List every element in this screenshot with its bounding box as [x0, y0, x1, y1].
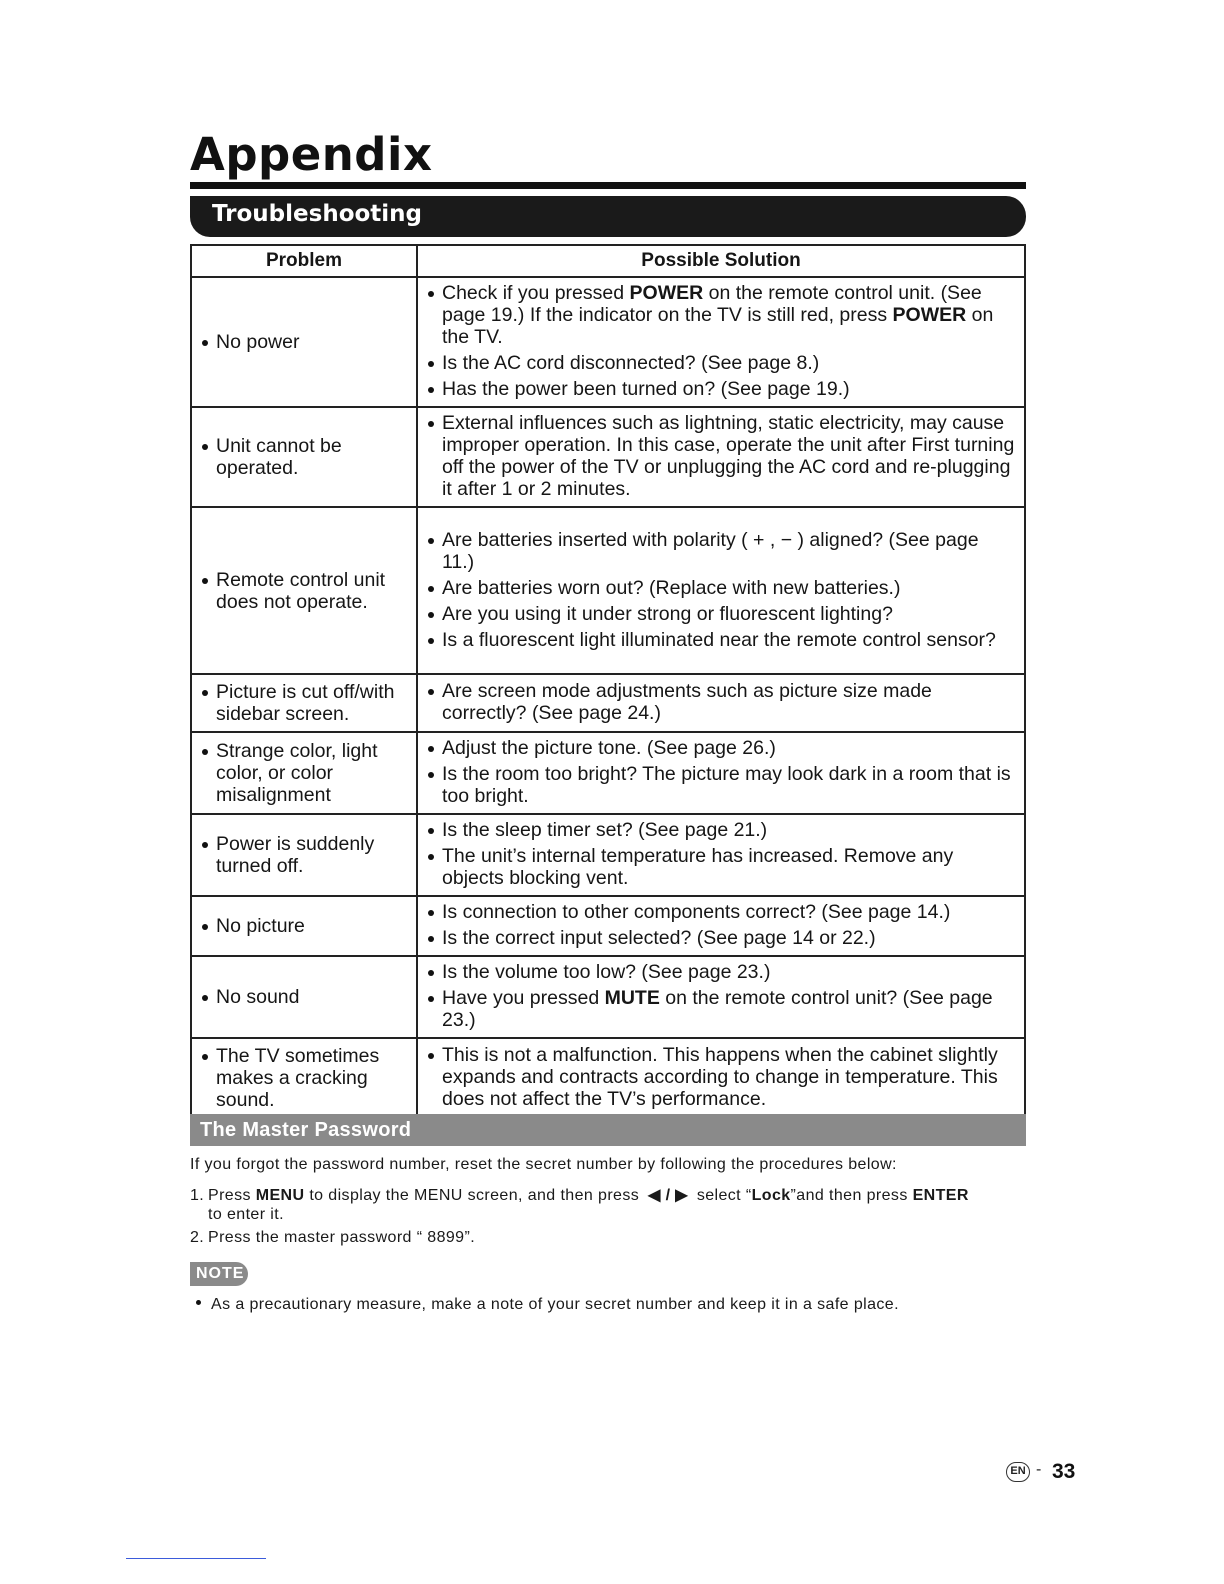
problem-text: The TV sometimes makes a cracking sound.	[200, 1045, 412, 1111]
table-row	[191, 507, 1025, 674]
solution-item: The unit’s internal temperature has increased. Remove any objects blocking vent.	[426, 845, 1016, 889]
solution-item: Adjust the picture tone. (See page 26.)	[426, 737, 1016, 759]
left-right-arrow-icon: ◀ / ▶	[648, 1187, 688, 1204]
problem-text: Strange color, light color, or color misalignment	[200, 740, 412, 806]
troubleshooting-table	[190, 244, 1026, 1119]
solution-cell	[417, 732, 1025, 814]
note-text: As a precautionary measure, make a note of your secret number and keep it in a safe place.	[196, 1296, 899, 1314]
solution-item: Is the sleep timer set? (See page 21.)	[426, 819, 1016, 841]
solution-item: Is the AC cord disconnected? (See page 8.)	[426, 352, 1016, 374]
solution-item: Are batteries worn out? (Replace with new batteries.)	[426, 577, 1016, 599]
solution-cell	[417, 674, 1025, 732]
solution-item: Is a fluorescent light illuminated near the remote control sensor?	[426, 629, 1016, 651]
note-badge: NOTE	[190, 1262, 248, 1286]
master-password-step-1: 1. Press MENU to display the MENU screen, and then press ◀ / ▶ select “Lock”and then press ENTER to enter it.	[190, 1186, 1030, 1224]
footer-separator: -	[1036, 1461, 1042, 1478]
solution-item: Is the correct input selected? (See page 14 or 22.)	[426, 927, 1016, 949]
table-row	[191, 956, 1025, 1038]
problem-cell	[191, 956, 417, 1038]
solution-cell	[417, 1038, 1025, 1118]
step-continuation: to enter it.	[208, 1206, 284, 1223]
solution-item: Are you using it under strong or fluorescent lighting?	[426, 603, 1016, 625]
problem-text: Remote control unit does not operate.	[200, 569, 412, 613]
language-icon: EN	[1006, 1462, 1030, 1482]
problem-text: Picture is cut off/with sidebar screen.	[200, 681, 412, 725]
solution-cell	[417, 814, 1025, 896]
table-row	[191, 1038, 1025, 1118]
solution-item: Are batteries inserted with polarity ( + , − ) aligned? (See page 11.)	[426, 529, 1016, 573]
problem-cell	[191, 814, 417, 896]
problem-text: No sound	[200, 986, 412, 1008]
table-row	[191, 814, 1025, 896]
problem-cell	[191, 407, 417, 507]
master-password-intro: If you forgot the password number, reset the secret number by following the procedures below:	[190, 1156, 897, 1173]
section-banner	[190, 196, 1026, 237]
table-row	[191, 896, 1025, 956]
table-row	[191, 732, 1025, 814]
table-row	[191, 674, 1025, 732]
problem-text: Power is suddenly turned off.	[200, 833, 412, 877]
section-title: Troubleshooting	[212, 201, 423, 227]
table-header-row	[191, 245, 1025, 277]
solution-item: This is not a malfunction. This happens when the cabinet slightly expands and contracts according to change in temperature. This does not affect the TV’s performance.	[426, 1044, 1016, 1110]
problem-text: No power	[200, 331, 412, 353]
table-row	[191, 407, 1025, 507]
solution-item: Check if you pressed POWER on the remote control unit. (See page 19.) If the indicator on the TV is still red, press POWER on the TV.	[426, 282, 1016, 348]
step-number: 2.	[190, 1229, 205, 1246]
title-rule	[190, 182, 1026, 189]
problem-text: No picture	[200, 915, 412, 937]
solution-cell	[417, 407, 1025, 507]
solution-item: External influences such as lightning, static electricity, may cause improper operation. In this case, operate the unit after First turning off the power of the TV or unplugging the AC cord and re-plugging it after 1 or 2 minutes.	[426, 412, 1016, 500]
step-text: Press the master password “ 8899”.	[208, 1229, 476, 1246]
column-header-solution: Possible Solution	[417, 245, 1025, 277]
table-row	[191, 277, 1025, 407]
master-password-banner	[190, 1114, 1026, 1146]
solution-item: Is the volume too low? (See page 23.)	[426, 961, 1016, 983]
problem-cell	[191, 674, 417, 732]
master-password-step-2	[190, 1228, 1030, 1247]
solution-cell	[417, 956, 1025, 1038]
bottom-divider	[126, 1558, 266, 1559]
step-number: 1.	[190, 1187, 205, 1204]
solution-item: Are screen mode adjustments such as picture size made correctly? (See page 24.)	[426, 680, 1016, 724]
solution-cell	[417, 896, 1025, 956]
page-number: 33	[1052, 1460, 1076, 1483]
solution-item: Is the room too bright? The picture may look dark in a room that is too bright.	[426, 763, 1016, 807]
menu-key: MENU	[255, 1187, 305, 1204]
problem-text: Unit cannot be operated.	[200, 435, 412, 479]
page-title: Appendix	[190, 128, 433, 181]
problem-cell	[191, 732, 417, 814]
lock-key: Lock	[751, 1187, 791, 1204]
column-header-problem: Problem	[191, 245, 417, 277]
solution-item: Has the power been turned on? (See page 19.)	[426, 378, 1016, 400]
enter-key: ENTER	[912, 1187, 969, 1204]
master-password-title: The Master Password	[200, 1119, 412, 1141]
solution-item: Is connection to other components correct? (See page 14.)	[426, 901, 1016, 923]
solution-cell	[417, 277, 1025, 407]
problem-cell	[191, 1038, 417, 1118]
solution-cell	[417, 507, 1025, 674]
problem-cell	[191, 507, 417, 674]
solution-item: Have you pressed MUTE on the remote control unit? (See page 23.)	[426, 987, 1016, 1031]
problem-cell	[191, 277, 417, 407]
problem-cell	[191, 896, 417, 956]
